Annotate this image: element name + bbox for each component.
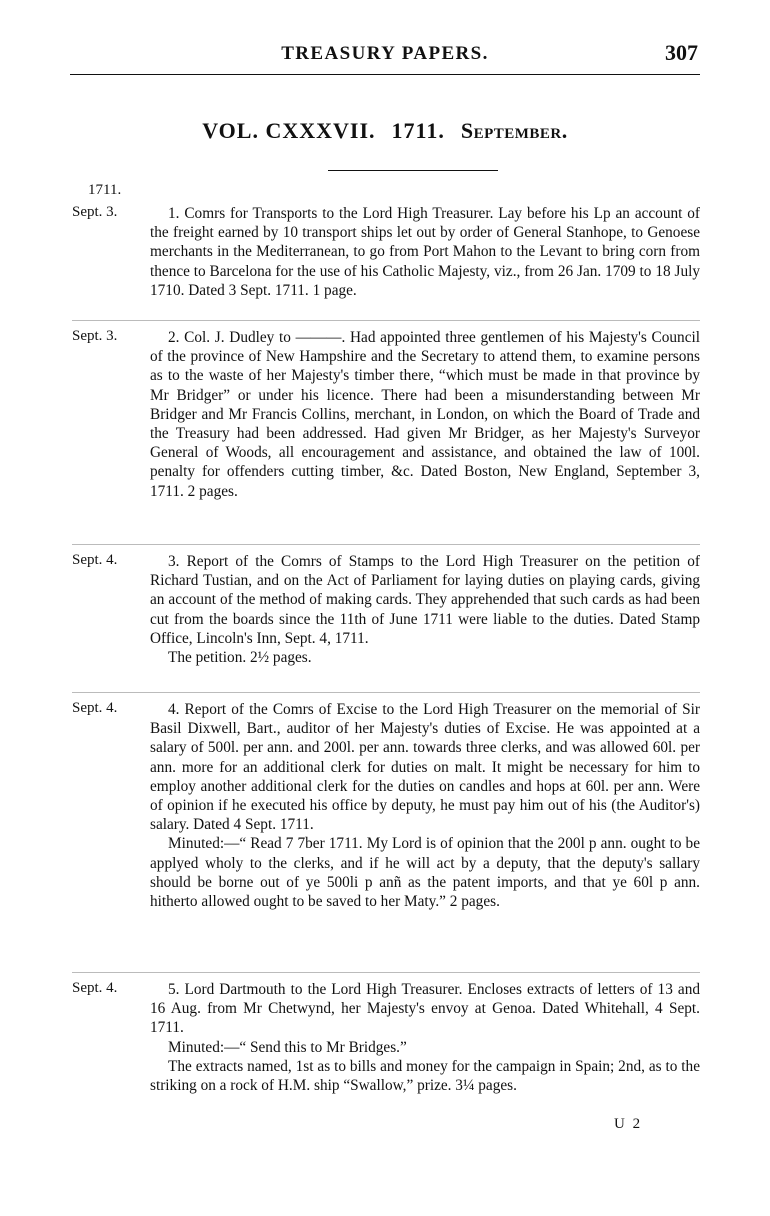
- entry-paragraph: 4. Report of the Comrs of Excise to the Lord High Treasurer on the memorial of Sir Basil Dixwell, Bart., auditor of her Majesty's duties of Excise. He was appointed at a salary of 500l. per ann. and 200l. per ann. towards three clerks, and was allowed 60l. per ann. more for an additional clerk for duties on malt. It might be necessary for him to employ another additional clerk for the duties on candles and hops at 60l. per ann. Were of opinion if he executed his office by deputy, he must pay him out of his (the Auditor's) salary. Dated 4 Sept. 1711.: [150, 701, 700, 834]
- volume-month: September.: [460, 118, 568, 143]
- running-header: [70, 40, 700, 75]
- entry-separator: [72, 972, 700, 973]
- heading-rule: [328, 170, 498, 171]
- entry-date: Sept. 4.: [72, 700, 118, 716]
- entry-body: [150, 552, 700, 667]
- entry-date: Sept. 3.: [72, 328, 118, 344]
- entry-separator: [72, 544, 700, 545]
- entry-body: [150, 328, 700, 501]
- entry-minute: Minuted:—“ Send this to Mr Bridges.”: [168, 1038, 407, 1056]
- entry-paragraph: The extracts named, 1st as to bills and money for the campaign in Spain; 2nd, as to the striking on a rock of H.M. ship “Swallow,” prize. 3¼ pages.: [150, 1057, 700, 1095]
- entry-paragraph: 5. Lord Dartmouth to the Lord High Treasurer. Encloses extracts of letters of 13 and 16 Aug. from Mr Chetwynd, her Majesty's envoy at Genoa. Dated Whitehall, 4 Sept. 1711.: [150, 981, 700, 1037]
- entry-minute: Minuted:—“ Read 7 7ber 1711. My Lord is of opinion that the 200l p ann. ought to be applyed wholy to the clerks, and if he will act by a deputy, that the deputy's sallary should be borne out of ye 500li p anñ as the patent imports, and that ye 60l p ann. hitherto allowed ought to be saved to her Maty.” 2 pages.: [150, 835, 700, 911]
- volume-year: 1711.: [391, 118, 445, 143]
- volume-number: VOL. CXXXVII.: [202, 118, 376, 143]
- entry-paragraph: 3. Report of the Comrs of Stamps to the Lord High Treasurer on the petition of Richard Tustian, and on the Act of Parliament for laying duties on playing cards, giving an account of the method of making cards. They apprehended that such cards as had been cut from the boards since the 11th of June 1711 were liable to the duties. Dated Stamp Office, Lincoln's Inn, Sept. 4, 1711.: [150, 553, 700, 647]
- entry-date: Sept. 3.: [72, 204, 118, 220]
- entry-body: [150, 700, 700, 911]
- entry-body: [150, 980, 700, 1095]
- volume-heading: [0, 118, 770, 144]
- entry-date: Sept. 4.: [72, 552, 118, 568]
- entry-separator: [72, 320, 700, 321]
- entry-paragraph: The petition. 2½ pages.: [168, 649, 312, 667]
- running-title: TREASURY PAPERS.: [281, 43, 489, 64]
- entry-paragraph: 2. Col. J. Dudley to ———. Had appointed three gentlemen of his Majesty's Council of the province of New Hampshire and the Secretary to attend them, to examine persons as to the waste of her Majesty's timber there, “which must be made in that province by Mr Bridger” or under his licence. There had been a misunderstanding between Mr Bridger and Mr Francis Collins, merchant, in London, on which the Board of Trade and the Treasury had been addressed. Had given Mr Bridger, as her Majesty's Surveyor General of Woods, all encouragement and assistance, and obtained the law of 100l. penalty for offenders cutting timber, &c. Dated Boston, New England, September 3, 1711. 2 pages.: [150, 329, 700, 500]
- signature-mark: U 2: [614, 1116, 643, 1132]
- page-number: 307: [665, 40, 698, 65]
- entry-paragraph: 1. Comrs for Transports to the Lord High Treasurer. Lay before his Lp an account of the freight earned by 10 transport ships let out by order of General Stanhope, to Genoese merchants in the Mediterranean, to go from Port Mahon to the Levant to bring corn from thence to Barcelona for the use of his Catholic Majesty, viz., from 26 Jan. 1709 to 18 July 1710. Dated 3 Sept. 1711. 1 page.: [150, 205, 700, 299]
- entry-body: [150, 204, 700, 300]
- year-label: 1711.: [88, 182, 122, 198]
- entry-separator: [72, 692, 700, 693]
- entry-date: Sept. 4.: [72, 980, 118, 996]
